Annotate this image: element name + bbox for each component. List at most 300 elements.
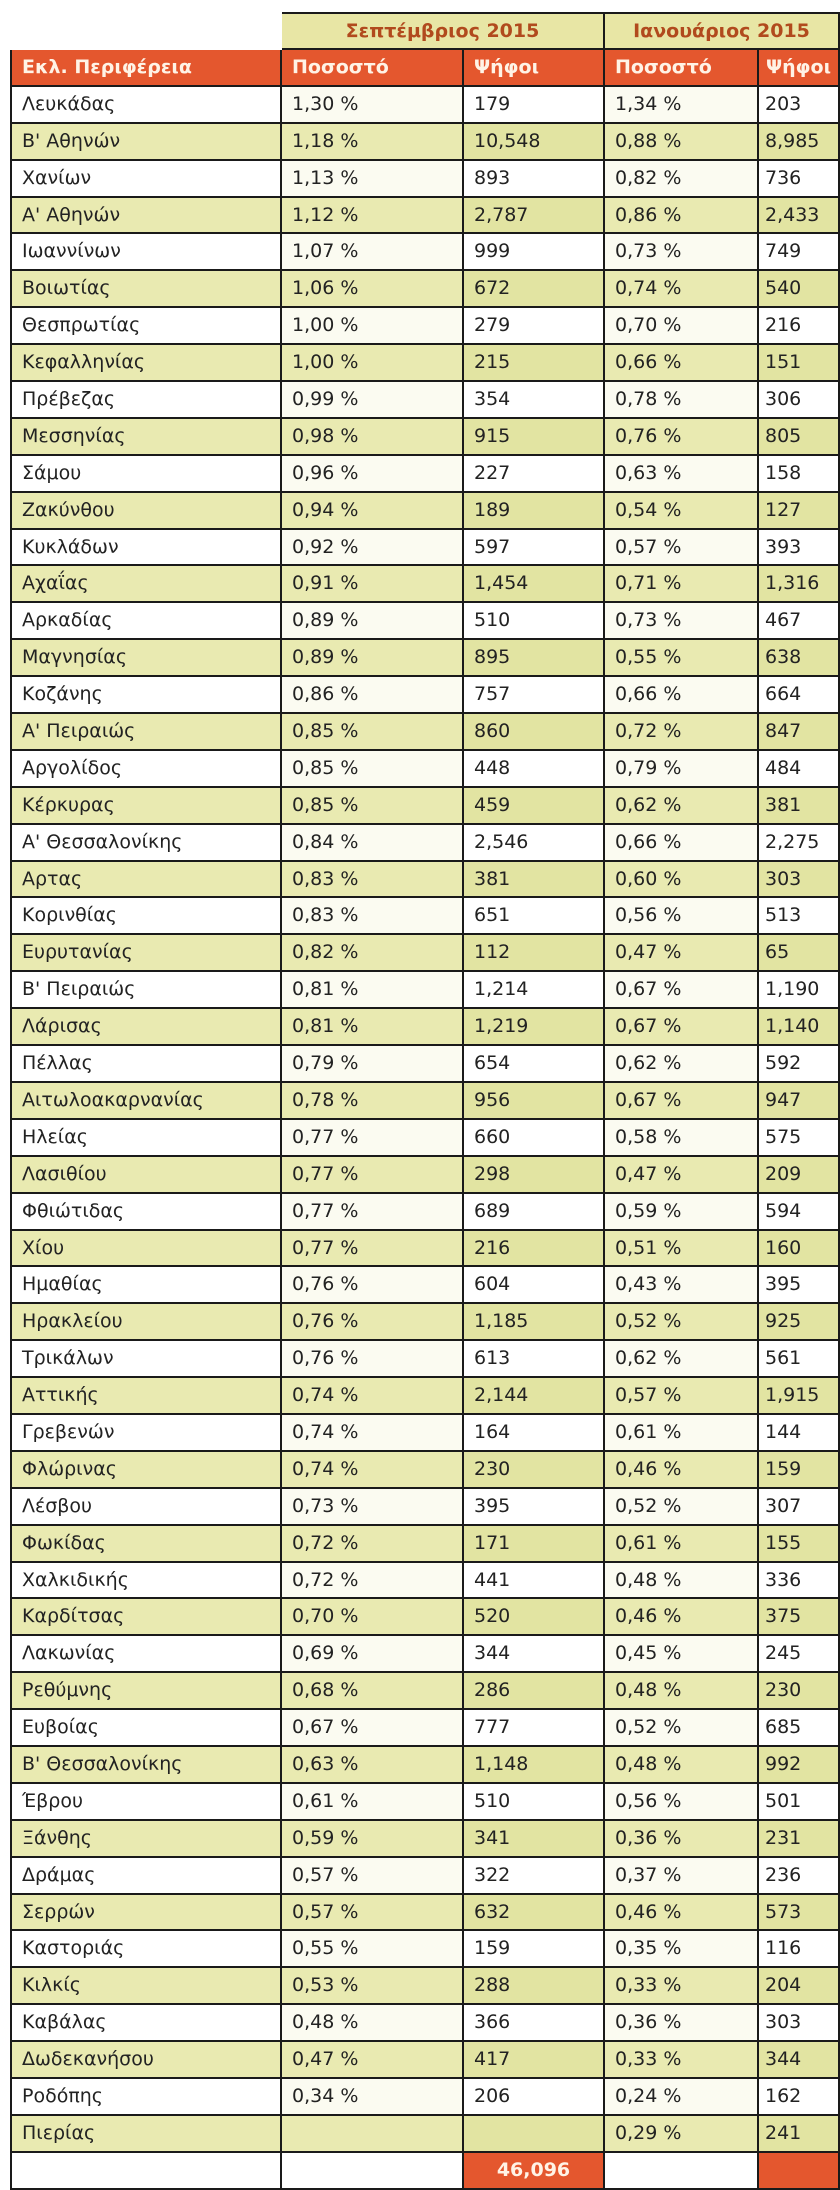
cell-region: Ιωαννίνων — [10, 234, 282, 271]
cell-votes-jan: 467 — [759, 603, 840, 640]
col-votes-sep: Ψήφοι — [464, 50, 605, 87]
cell-votes-jan: 992 — [759, 1747, 840, 1784]
cell-votes-sep: 159 — [464, 1931, 605, 1968]
cell-region: Μαγνησίας — [10, 640, 282, 677]
header-spacer — [10, 12, 282, 50]
cell-votes-jan: 501 — [759, 1784, 840, 1821]
cell-votes-sep: 189 — [464, 493, 605, 530]
cell-pct-jan: 0,54 % — [605, 493, 759, 530]
cell-votes-jan: 1,915 — [759, 1378, 840, 1415]
cell-pct-sep: 0,74 % — [282, 1452, 464, 1489]
cell-region: Κέρκυρας — [10, 788, 282, 825]
cell-pct-jan: 0,61 % — [605, 1415, 759, 1452]
cell-pct-jan: 0,66 % — [605, 825, 759, 862]
totals-blank-pct-sep — [282, 2153, 464, 2190]
cell-pct-jan: 0,29 % — [605, 2116, 759, 2153]
cell-region: Αργολίδος — [10, 751, 282, 788]
cell-votes-jan: 204 — [759, 1968, 840, 2005]
cell-pct-sep: 0,76 % — [282, 1341, 464, 1378]
cell-region: Αρτας — [10, 862, 282, 899]
table-row — [10, 640, 840, 677]
cell-pct-jan: 0,59 % — [605, 1194, 759, 1231]
cell-votes-sep: 1,454 — [464, 566, 605, 603]
cell-pct-sep: 0,82 % — [282, 935, 464, 972]
cell-pct-sep: 0,61 % — [282, 1784, 464, 1821]
cell-votes-jan: 1,190 — [759, 972, 840, 1009]
cell-votes-sep: 672 — [464, 271, 605, 308]
cell-votes-sep: 341 — [464, 1821, 605, 1858]
cell-pct-sep: 0,84 % — [282, 825, 464, 862]
results-table — [10, 12, 840, 2190]
table-row — [10, 1341, 840, 1378]
cell-votes-jan: 8,985 — [759, 124, 840, 161]
cell-votes-sep: 216 — [464, 1231, 605, 1268]
cell-votes-sep: 893 — [464, 161, 605, 198]
cell-votes-jan: 594 — [759, 1194, 840, 1231]
cell-pct-jan: 0,35 % — [605, 1931, 759, 1968]
cell-votes-sep: 510 — [464, 1784, 605, 1821]
cell-votes-sep: 164 — [464, 1415, 605, 1452]
cell-pct-sep: 0,77 % — [282, 1157, 464, 1194]
cell-pct-sep: 0,83 % — [282, 862, 464, 899]
cell-region: Καρδίτσας — [10, 1599, 282, 1636]
cell-region: Τρικάλων — [10, 1341, 282, 1378]
cell-votes-jan: 2,433 — [759, 198, 840, 235]
cell-region: Θεσπρωτίας — [10, 308, 282, 345]
cell-pct-sep: 0,48 % — [282, 2005, 464, 2042]
cell-votes-jan: 65 — [759, 935, 840, 972]
cell-region: Β' Πειραιώς — [10, 972, 282, 1009]
cell-votes-jan: 513 — [759, 898, 840, 935]
cell-votes-jan: 303 — [759, 862, 840, 899]
table-row — [10, 2116, 840, 2153]
table-row — [10, 87, 840, 124]
table-row — [10, 2005, 840, 2042]
cell-pct-sep: 0,92 % — [282, 530, 464, 567]
cell-votes-jan: 575 — [759, 1120, 840, 1157]
cell-votes-sep: 999 — [464, 234, 605, 271]
cell-votes-sep: 2,144 — [464, 1378, 605, 1415]
cell-votes-sep: 1,214 — [464, 972, 605, 1009]
table-row — [10, 1895, 840, 1932]
table-row — [10, 751, 840, 788]
cell-votes-jan: 231 — [759, 1821, 840, 1858]
cell-votes-jan: 344 — [759, 2042, 840, 2079]
cell-pct-jan: 0,72 % — [605, 714, 759, 751]
cell-pct-jan: 0,74 % — [605, 271, 759, 308]
cell-pct-jan: 0,52 % — [605, 1489, 759, 1526]
cell-votes-sep: 441 — [464, 1563, 605, 1600]
cell-pct-jan: 0,55 % — [605, 640, 759, 677]
cell-pct-sep: 0,47 % — [282, 2042, 464, 2079]
table-row — [10, 1194, 840, 1231]
cell-region: Ηλείας — [10, 1120, 282, 1157]
table-row — [10, 898, 840, 935]
cell-votes-jan: 245 — [759, 1636, 840, 1673]
cell-pct-jan: 0,62 % — [605, 788, 759, 825]
cell-votes-jan: 230 — [759, 1673, 840, 1710]
cell-votes-sep: 1,185 — [464, 1304, 605, 1341]
cell-votes-sep: 459 — [464, 788, 605, 825]
cell-region: Λευκάδας — [10, 87, 282, 124]
cell-votes-jan: 216 — [759, 308, 840, 345]
cell-pct-sep: 0,57 % — [282, 1895, 464, 1932]
cell-region: Κυκλάδων — [10, 530, 282, 567]
cell-region: Α' Αθηνών — [10, 198, 282, 235]
cell-votes-jan: 127 — [759, 493, 840, 530]
cell-pct-sep: 0,85 % — [282, 788, 464, 825]
cell-region: Δωδεκανήσου — [10, 2042, 282, 2079]
cell-region: Α' Θεσσαλονίκης — [10, 825, 282, 862]
cell-pct-sep: 0,63 % — [282, 1747, 464, 1784]
cell-pct-jan: 0,48 % — [605, 1673, 759, 1710]
cell-pct-sep: 0,81 % — [282, 972, 464, 1009]
cell-region: Αττικής — [10, 1378, 282, 1415]
cell-region: Λέσβου — [10, 1489, 282, 1526]
cell-pct-sep: 0,53 % — [282, 1968, 464, 2005]
table-row — [10, 1968, 840, 2005]
cell-votes-jan: 805 — [759, 419, 840, 456]
cell-votes-sep: 604 — [464, 1267, 605, 1304]
cell-region: Δράμας — [10, 1858, 282, 1895]
table-row — [10, 271, 840, 308]
cell-pct-sep: 1,07 % — [282, 234, 464, 271]
cell-pct-jan: 0,70 % — [605, 308, 759, 345]
cell-pct-jan: 0,67 % — [605, 1009, 759, 1046]
cell-votes-jan: 236 — [759, 1858, 840, 1895]
table-row — [10, 456, 840, 493]
cell-pct-jan: 0,67 % — [605, 972, 759, 1009]
cell-votes-sep: 510 — [464, 603, 605, 640]
total-votes-jan — [759, 2153, 840, 2190]
table-row — [10, 1415, 840, 1452]
cell-region: Σερρών — [10, 1895, 282, 1932]
cell-pct-jan: 0,43 % — [605, 1267, 759, 1304]
cell-pct-sep: 0,86 % — [282, 677, 464, 714]
cell-region: Λακωνίας — [10, 1636, 282, 1673]
table-row — [10, 603, 840, 640]
cell-votes-jan: 847 — [759, 714, 840, 751]
cell-pct-sep: 0,89 % — [282, 603, 464, 640]
totals-row — [10, 2153, 840, 2190]
cell-region: Χαλκιδικής — [10, 1563, 282, 1600]
cell-votes-sep: 2,546 — [464, 825, 605, 862]
cell-region: Β' Θεσσαλονίκης — [10, 1747, 282, 1784]
cell-pct-sep: 0,79 % — [282, 1046, 464, 1083]
cell-votes-jan: 395 — [759, 1267, 840, 1304]
cell-region: Φωκίδας — [10, 1526, 282, 1563]
table-row — [10, 1710, 840, 1747]
cell-votes-sep: 956 — [464, 1083, 605, 1120]
table-row — [10, 198, 840, 235]
cell-region: Αρκαδίας — [10, 603, 282, 640]
cell-votes-jan: 158 — [759, 456, 840, 493]
cell-pct-sep: 0,81 % — [282, 1009, 464, 1046]
cell-votes-sep: 395 — [464, 1489, 605, 1526]
cell-pct-jan: 0,73 % — [605, 234, 759, 271]
cell-votes-jan: 241 — [759, 2116, 840, 2153]
cell-votes-jan: 1,316 — [759, 566, 840, 603]
cell-votes-sep: 2,787 — [464, 198, 605, 235]
cell-region: Κοζάνης — [10, 677, 282, 714]
col-votes-jan: Ψήφοι — [759, 50, 840, 87]
cell-votes-sep: 860 — [464, 714, 605, 751]
table-row — [10, 714, 840, 751]
cell-region: Μεσσηνίας — [10, 419, 282, 456]
cell-region: Κορινθίας — [10, 898, 282, 935]
cell-votes-sep: 381 — [464, 862, 605, 899]
cell-pct-jan: 0,67 % — [605, 1083, 759, 1120]
cell-pct-jan: 0,56 % — [605, 1784, 759, 1821]
cell-pct-jan: 0,56 % — [605, 898, 759, 935]
cell-pct-jan: 0,51 % — [605, 1231, 759, 1268]
cell-region: Ροδόπης — [10, 2079, 282, 2116]
table-row — [10, 677, 840, 714]
cell-votes-sep: 757 — [464, 677, 605, 714]
cell-pct-jan: 0,78 % — [605, 382, 759, 419]
cell-pct-sep: 1,12 % — [282, 198, 464, 235]
cell-pct-jan: 0,71 % — [605, 566, 759, 603]
cell-pct-sep: 0,55 % — [282, 1931, 464, 1968]
cell-region: Λάρισας — [10, 1009, 282, 1046]
cell-pct-jan: 0,60 % — [605, 862, 759, 899]
cell-votes-jan: 160 — [759, 1231, 840, 1268]
table-row — [10, 1267, 840, 1304]
cell-votes-jan: 561 — [759, 1341, 840, 1378]
cell-votes-jan: 393 — [759, 530, 840, 567]
cell-votes-jan: 381 — [759, 788, 840, 825]
cell-votes-jan: 1,140 — [759, 1009, 840, 1046]
cell-pct-jan: 0,36 % — [605, 1821, 759, 1858]
cell-votes-jan: 209 — [759, 1157, 840, 1194]
totals-blank-pct-jan — [605, 2153, 759, 2190]
cell-votes-jan: 685 — [759, 1710, 840, 1747]
cell-pct-jan: 0,46 % — [605, 1599, 759, 1636]
cell-votes-sep: 1,219 — [464, 1009, 605, 1046]
cell-pct-sep: 0,85 % — [282, 714, 464, 751]
cell-pct-jan: 0,79 % — [605, 751, 759, 788]
cell-votes-sep: 354 — [464, 382, 605, 419]
cell-votes-jan: 162 — [759, 2079, 840, 2116]
cell-votes-jan: 638 — [759, 640, 840, 677]
table-row — [10, 419, 840, 456]
cell-region: Φλώρινας — [10, 1452, 282, 1489]
cell-region: Αιτωλοακαρνανίας — [10, 1083, 282, 1120]
table-row — [10, 1009, 840, 1046]
table-row — [10, 234, 840, 271]
cell-pct-sep: 0,96 % — [282, 456, 464, 493]
cell-pct-jan: 0,76 % — [605, 419, 759, 456]
cell-pct-sep — [282, 2116, 464, 2153]
table-row — [10, 1931, 840, 1968]
cell-votes-jan: 116 — [759, 1931, 840, 1968]
cell-region: Ευβοίας — [10, 1710, 282, 1747]
table-row — [10, 493, 840, 530]
cell-votes-sep: 10,548 — [464, 124, 605, 161]
cell-region: Φθιώτιδας — [10, 1194, 282, 1231]
cell-votes-jan: 736 — [759, 161, 840, 198]
cell-votes-jan: 155 — [759, 1526, 840, 1563]
cell-votes-sep: 230 — [464, 1452, 605, 1489]
column-header-row — [10, 50, 840, 87]
total-votes-sep: 46,096 — [464, 2153, 605, 2190]
cell-pct-jan: 0,36 % — [605, 2005, 759, 2042]
cell-pct-jan: 0,48 % — [605, 1563, 759, 1600]
cell-pct-sep: 0,74 % — [282, 1378, 464, 1415]
cell-pct-sep: 0,73 % — [282, 1489, 464, 1526]
cell-votes-jan: 203 — [759, 87, 840, 124]
cell-region: Έβρου — [10, 1784, 282, 1821]
cell-region: Βοιωτίας — [10, 271, 282, 308]
cell-pct-jan: 0,52 % — [605, 1304, 759, 1341]
cell-votes-sep: 651 — [464, 898, 605, 935]
cell-region: Α' Πειραιώς — [10, 714, 282, 751]
totals-blank-region — [10, 2153, 282, 2190]
period-september: Σεπτέμβριος 2015 — [282, 12, 605, 50]
cell-votes-jan: 151 — [759, 345, 840, 382]
cell-votes-sep: 654 — [464, 1046, 605, 1083]
cell-votes-sep: 1,148 — [464, 1747, 605, 1784]
cell-votes-sep: 279 — [464, 308, 605, 345]
table-row — [10, 1083, 840, 1120]
cell-votes-sep: 689 — [464, 1194, 605, 1231]
cell-pct-jan: 0,58 % — [605, 1120, 759, 1157]
cell-votes-sep: 777 — [464, 1710, 605, 1747]
cell-region: Ξάνθης — [10, 1821, 282, 1858]
cell-pct-sep: 0,91 % — [282, 566, 464, 603]
cell-region: Λασιθίου — [10, 1157, 282, 1194]
cell-pct-sep: 0,98 % — [282, 419, 464, 456]
table-row — [10, 1673, 840, 1710]
cell-pct-sep: 1,06 % — [282, 271, 464, 308]
col-region: Εκλ. Περιφέρεια — [10, 50, 282, 87]
cell-votes-sep: 215 — [464, 345, 605, 382]
table-row — [10, 1452, 840, 1489]
cell-pct-jan: 0,82 % — [605, 161, 759, 198]
cell-pct-sep: 1,00 % — [282, 308, 464, 345]
cell-region: Ηρακλείου — [10, 1304, 282, 1341]
cell-pct-jan: 0,47 % — [605, 935, 759, 972]
cell-pct-sep: 0,76 % — [282, 1267, 464, 1304]
cell-votes-jan: 303 — [759, 2005, 840, 2042]
table-row — [10, 1046, 840, 1083]
cell-votes-jan: 925 — [759, 1304, 840, 1341]
cell-votes-jan: 664 — [759, 677, 840, 714]
cell-region: Καβάλας — [10, 2005, 282, 2042]
cell-pct-jan: 0,48 % — [605, 1747, 759, 1784]
cell-votes-jan: 144 — [759, 1415, 840, 1452]
cell-pct-jan: 0,66 % — [605, 677, 759, 714]
cell-pct-sep: 0,67 % — [282, 1710, 464, 1747]
cell-votes-sep: 112 — [464, 935, 605, 972]
cell-pct-sep: 1,00 % — [282, 345, 464, 382]
table-row — [10, 530, 840, 567]
cell-votes-sep: 171 — [464, 1526, 605, 1563]
cell-pct-sep: 0,34 % — [282, 2079, 464, 2116]
cell-pct-sep: 0,72 % — [282, 1526, 464, 1563]
cell-pct-jan: 0,46 % — [605, 1895, 759, 1932]
cell-pct-sep: 0,77 % — [282, 1231, 464, 1268]
cell-region: Κεφαλληνίας — [10, 345, 282, 382]
table-row — [10, 308, 840, 345]
cell-votes-jan: 2,275 — [759, 825, 840, 862]
cell-pct-sep: 0,78 % — [282, 1083, 464, 1120]
cell-pct-sep: 1,18 % — [282, 124, 464, 161]
cell-pct-jan: 0,62 % — [605, 1341, 759, 1378]
cell-votes-jan: 307 — [759, 1489, 840, 1526]
cell-votes-jan: 159 — [759, 1452, 840, 1489]
cell-votes-sep: 520 — [464, 1599, 605, 1636]
table-row — [10, 2042, 840, 2079]
table-row — [10, 1304, 840, 1341]
cell-votes-jan: 336 — [759, 1563, 840, 1600]
cell-region: Χίου — [10, 1231, 282, 1268]
cell-pct-jan: 0,52 % — [605, 1710, 759, 1747]
cell-votes-jan: 306 — [759, 382, 840, 419]
cell-votes-jan: 947 — [759, 1083, 840, 1120]
table-row — [10, 1747, 840, 1784]
cell-region: Ζακύνθου — [10, 493, 282, 530]
cell-region: Β' Αθηνών — [10, 124, 282, 161]
cell-votes-jan: 484 — [759, 751, 840, 788]
cell-pct-sep: 0,72 % — [282, 1563, 464, 1600]
cell-votes-sep: 448 — [464, 751, 605, 788]
cell-votes-sep: 227 — [464, 456, 605, 493]
cell-votes-sep: 915 — [464, 419, 605, 456]
cell-pct-sep: 0,70 % — [282, 1599, 464, 1636]
table-row — [10, 825, 840, 862]
table-row — [10, 1784, 840, 1821]
cell-pct-sep: 0,89 % — [282, 640, 464, 677]
cell-votes-sep: 344 — [464, 1636, 605, 1673]
cell-votes-jan: 749 — [759, 234, 840, 271]
cell-region: Ευρυτανίας — [10, 935, 282, 972]
cell-region: Ημαθίας — [10, 1267, 282, 1304]
cell-pct-sep: 0,68 % — [282, 1673, 464, 1710]
cell-pct-jan: 0,24 % — [605, 2079, 759, 2116]
cell-region: Πιερίας — [10, 2116, 282, 2153]
cell-region: Χανίων — [10, 161, 282, 198]
table-row — [10, 1120, 840, 1157]
cell-pct-sep: 0,94 % — [282, 493, 464, 530]
cell-pct-jan: 0,63 % — [605, 456, 759, 493]
col-pct-sep: Ποσοστό — [282, 50, 464, 87]
table-row — [10, 1157, 840, 1194]
table-row — [10, 566, 840, 603]
table-row — [10, 972, 840, 1009]
cell-pct-sep: 0,77 % — [282, 1120, 464, 1157]
table-body — [10, 87, 840, 2153]
table-row — [10, 2079, 840, 2116]
cell-pct-sep: 0,77 % — [282, 1194, 464, 1231]
table-row — [10, 161, 840, 198]
table-row — [10, 1599, 840, 1636]
table-row — [10, 935, 840, 972]
cell-pct-jan: 0,61 % — [605, 1526, 759, 1563]
cell-votes-sep: 597 — [464, 530, 605, 567]
cell-pct-jan: 0,46 % — [605, 1452, 759, 1489]
cell-votes-sep — [464, 2116, 605, 2153]
cell-region: Γρεβενών — [10, 1415, 282, 1452]
cell-votes-sep: 895 — [464, 640, 605, 677]
cell-region: Ρεθύμνης — [10, 1673, 282, 1710]
cell-votes-jan: 573 — [759, 1895, 840, 1932]
period-header-row — [10, 12, 840, 50]
table-row — [10, 1489, 840, 1526]
cell-pct-jan: 0,73 % — [605, 603, 759, 640]
cell-pct-sep: 0,85 % — [282, 751, 464, 788]
table-row — [10, 1858, 840, 1895]
